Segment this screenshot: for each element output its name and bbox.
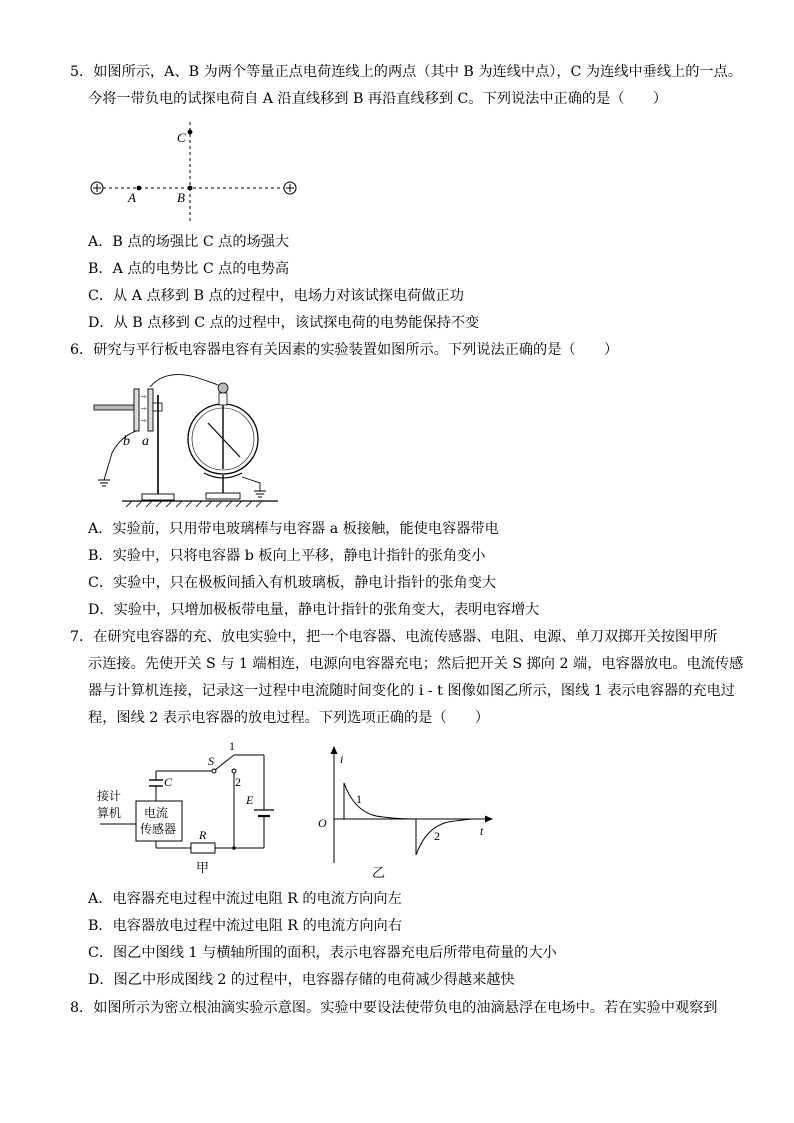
q5-option-c: C．从 A 点移到 B 点的过程中，电场力对该试探电荷做正功 bbox=[88, 288, 464, 304]
q5-option-a: A．B 点的场强比 C 点的场强大 bbox=[88, 234, 290, 250]
svg-text:+: + bbox=[143, 405, 147, 413]
q7-stem-line-2: 示连接。先使开关 S 与 1 端相连，电源向电容器充电；然后把开关 S 掷向 2 端，电容器放电。电流传感 bbox=[88, 656, 744, 672]
emf-label: E bbox=[246, 793, 254, 807]
terminal-1-label: 1 bbox=[229, 739, 235, 753]
q7-option-a: A．电容器充电过程中流过电阻 R 的电流方向向左 bbox=[88, 891, 402, 907]
q7-option-b: B．电容器放电过程中流过电阻 R 的电流方向向右 bbox=[88, 918, 402, 934]
positive-charge-icon bbox=[91, 182, 103, 194]
q5-option-d: D．从 B 点移到 C 点的过程中，该试探电荷的电势能保持不变 bbox=[88, 315, 480, 331]
svg-text:+: + bbox=[143, 417, 147, 425]
q6-stem-line-1: 6．研究与平行板电容器电容有关因素的实验装置如图所示。下列说法正确的是（ ） bbox=[70, 342, 619, 358]
q6-electrometer-diagram bbox=[90, 365, 280, 513]
capacitor-label: C bbox=[164, 775, 173, 789]
q7-stem-line-3: 器与计算机连接，记录这一过程中电流随时间变化的 i - t 图像如图乙所示，图线 1 表示电容器的充电过 bbox=[88, 683, 735, 699]
computer-label-1: 接计 bbox=[97, 789, 122, 803]
q7-option-c: C．图乙中图线 1 与横轴所围的面积，表示电容器充电后所带电荷量的大小 bbox=[88, 945, 557, 961]
sensor-label-2: 传感器 bbox=[140, 822, 177, 836]
terminal-2-label: 2 bbox=[235, 775, 241, 789]
q7-stem-line-4: 程，图线 2 表示电容器的放电过程。下列选项正确的是（ ） bbox=[88, 710, 490, 726]
q5-option-b: B．A 点的电势比 C 点的电势高 bbox=[88, 261, 290, 277]
q7-circuit-diagram bbox=[94, 738, 284, 878]
figure-yi-caption: 乙 bbox=[372, 865, 386, 880]
computer-label-2: 算机 bbox=[97, 806, 122, 820]
label-b: b bbox=[123, 434, 130, 449]
point-a bbox=[137, 186, 142, 191]
q6-option-b: B．实验中，只将电容器 b 板向上平移，静电计指针的张角变小 bbox=[88, 548, 486, 564]
q7-stem-line-1: 7．在研究电容器的充、放电实验中，把一个电容器、电流传感器、电阻、电源、单刀双掷开关按图甲所 bbox=[70, 629, 718, 645]
label-a: A bbox=[128, 190, 136, 205]
label-b: B bbox=[177, 190, 185, 205]
svg-text:-: - bbox=[141, 392, 144, 401]
q5-stem-line-2: 今将一带负电的试探电荷自 A 沿直线移到 B 再沿直线移到 C。下列说法中正确的是（ ） bbox=[88, 91, 668, 107]
q6-option-d: D．实验中，只增加极板带电量，静电计指针的张角变大，表明电容增大 bbox=[88, 602, 540, 618]
svg-text:-: - bbox=[141, 404, 144, 413]
sensor-label-1: 电流 bbox=[144, 806, 169, 820]
label-c: C bbox=[177, 130, 186, 145]
point-c bbox=[188, 130, 193, 135]
q6-option-c: C．实验中，只在极板间插入有机玻璃板，静电计指针的张角变大 bbox=[88, 575, 497, 591]
curve-1-label: 1 bbox=[356, 792, 362, 806]
origin-label: O bbox=[318, 816, 327, 830]
label-a: a bbox=[142, 434, 149, 449]
q5-charge-diagram bbox=[86, 118, 302, 226]
q7-i-t-graph bbox=[312, 745, 500, 883]
svg-text:-: - bbox=[141, 416, 144, 425]
figure-jia-caption: 甲 bbox=[196, 860, 210, 875]
q7-option-d: D．图乙中形成图线 2 的过程中，电容器存储的电荷减少得越来越快 bbox=[88, 972, 515, 988]
curve-2-label: 2 bbox=[434, 829, 440, 843]
point-b bbox=[188, 186, 193, 191]
q6-option-a: A．实验前，只用带电玻璃棒与电容器 a 板接触，能使电容器带电 bbox=[88, 521, 499, 537]
switch-label: S bbox=[208, 754, 214, 768]
svg-text:+: + bbox=[143, 393, 147, 401]
q5-stem-line-1: 5．如图所示，A、B 为两个等量正点电荷连线上的两点（其中 B 为连线中点），C 为连线中垂线上的一点。 bbox=[70, 64, 742, 80]
x-axis-label: t bbox=[480, 824, 484, 838]
y-axis-label: i bbox=[340, 752, 344, 766]
q8-stem-line-1: 8．如图所示为密立根油滴实验示意图。实验中要设法使带负电的油滴悬浮在电场中。若在实验中观察到 bbox=[70, 1000, 718, 1016]
positive-charge-icon bbox=[284, 182, 296, 194]
resistor-label: R bbox=[199, 828, 207, 842]
